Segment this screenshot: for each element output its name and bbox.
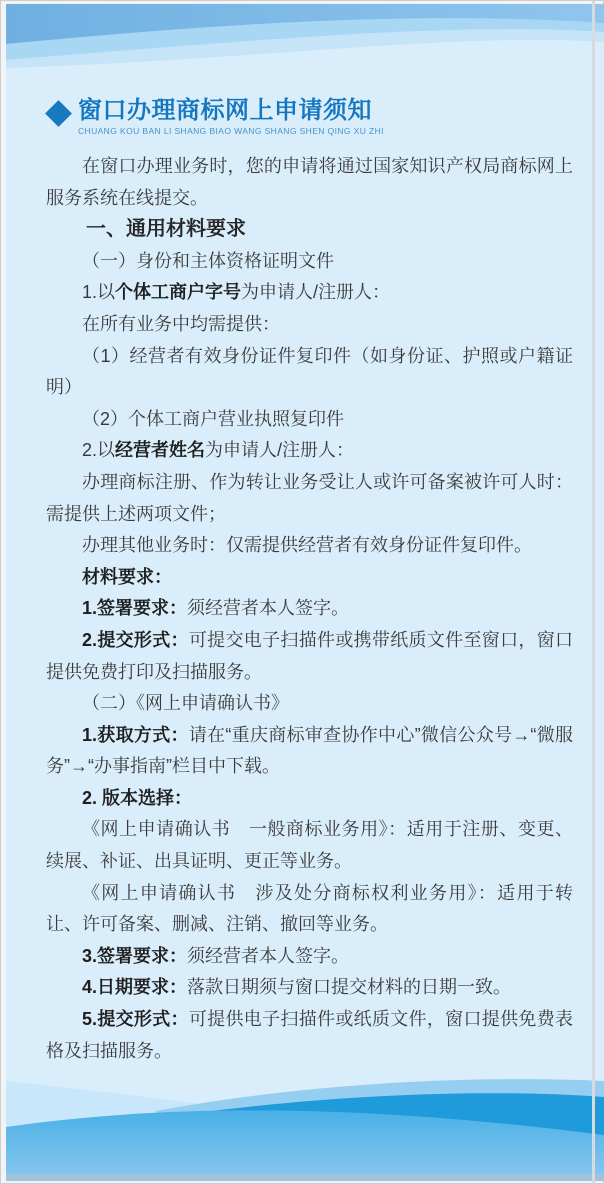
text-run: 落款日期须与窗口提交材料的日期一致。 xyxy=(187,977,512,998)
paragraph-signature-requirement xyxy=(46,593,573,625)
text-run-bold: 2.提交形式： xyxy=(82,629,189,650)
notice-title-block xyxy=(46,98,384,136)
text-run: 须经营者本人签字。 xyxy=(187,598,350,619)
notice-poster xyxy=(6,4,604,1181)
text-run: 可提交电子扫描件或携带纸质文件至窗口，窗口提供免费打印及扫描服务。 xyxy=(46,629,573,682)
text-run: 为申请人/注册人： xyxy=(205,440,355,461)
paragraph-signature-requirement-2 xyxy=(46,941,573,973)
paragraph-operator-name-applicant xyxy=(46,435,573,467)
diamond-icon xyxy=(45,100,72,127)
paragraph-other-case: 办理其他业务时：仅需提供经营者有效身份证件复印件。 xyxy=(82,535,532,556)
paragraph-item-1: （1）经营者有效身份证件复印件（如身份证、护照或户籍证明） xyxy=(46,345,573,398)
notice-title: 窗口办理商标网上申请须知 xyxy=(78,97,372,124)
notice-body xyxy=(46,151,573,1067)
section-1-heading: 一、通用材料要求 xyxy=(86,218,246,241)
version-choice-heading: 2. 版本选择： xyxy=(82,787,193,808)
right-frame-divider xyxy=(592,1,595,1183)
text-run-bold: 个体工商户字号 xyxy=(115,282,242,303)
text-run: 可提供电子扫描件或纸质文件，窗口提供免费表格及扫描服务。 xyxy=(46,1009,573,1061)
text-run-bold: 4.日期要求： xyxy=(82,977,188,998)
paragraph-item-2: （2）个体工商户营业执照复印件 xyxy=(82,408,345,429)
paragraph-registration-case: 办理商标注册、作为转让业务受让人或许可备案被许可人时：需提供上述两项文件； xyxy=(46,471,573,524)
subsection-confirmation-heading: （二）《网上申请确认书》 xyxy=(82,693,289,714)
title-text-group xyxy=(78,98,384,136)
text-run-bold: 3.签署要求： xyxy=(82,945,188,966)
footer-wave-graphic xyxy=(6,1071,604,1181)
text-run: 为申请人/注册人： xyxy=(241,282,391,303)
paragraph-submission-form xyxy=(46,625,573,688)
text-run: 1.以 xyxy=(82,282,116,303)
material-requirements-heading: 材料要求： xyxy=(82,566,172,587)
paragraph-biz-name-applicant xyxy=(46,277,573,309)
paragraph-obtain-method xyxy=(46,720,573,783)
paragraph-date-requirement xyxy=(46,972,573,1004)
paragraph-intro: 在窗口办理业务时，您的申请将通过国家知识产权局商标网上服务系统在线提交。 xyxy=(46,156,573,208)
paragraph-version-general: 《网上申请确认书 一般商标业务用》：适用于注册、变更、续展、补证、出具证明、更正等业务。 xyxy=(46,819,573,872)
text-run-bold: 经营者姓名 xyxy=(115,440,206,461)
paragraph-all-business: 在所有业务中均需提供： xyxy=(82,313,280,334)
notice-title-pinyin: CHUANG KOU BAN LI SHANG BIAO WANG SHANG SHEN QING XU ZHI xyxy=(78,126,384,136)
text-run-bold: 1.获取方式： xyxy=(82,724,189,745)
text-run: 2.以 xyxy=(82,440,116,461)
text-run-bold: 1.签署要求： xyxy=(82,598,188,619)
subsection-id-docs-heading: （一）身份和主体资格证明文件 xyxy=(82,250,334,271)
header-wave-graphic xyxy=(6,4,604,74)
text-run-bold: 5.提交形式： xyxy=(82,1009,189,1030)
paragraph-version-disposal: 《网上申请确认书 涉及处分商标权利业务用》：适用于转让、许可备案、删减、注销、撤回等业务。 xyxy=(46,882,573,935)
text-run: 请在“重庆商标审查协作中心”微信公众号→“微服务”→“办事指南”栏目中下载。 xyxy=(46,724,573,777)
paragraph-submission-form-2 xyxy=(46,1004,573,1067)
text-run: 须经营者本人签字。 xyxy=(187,945,350,966)
